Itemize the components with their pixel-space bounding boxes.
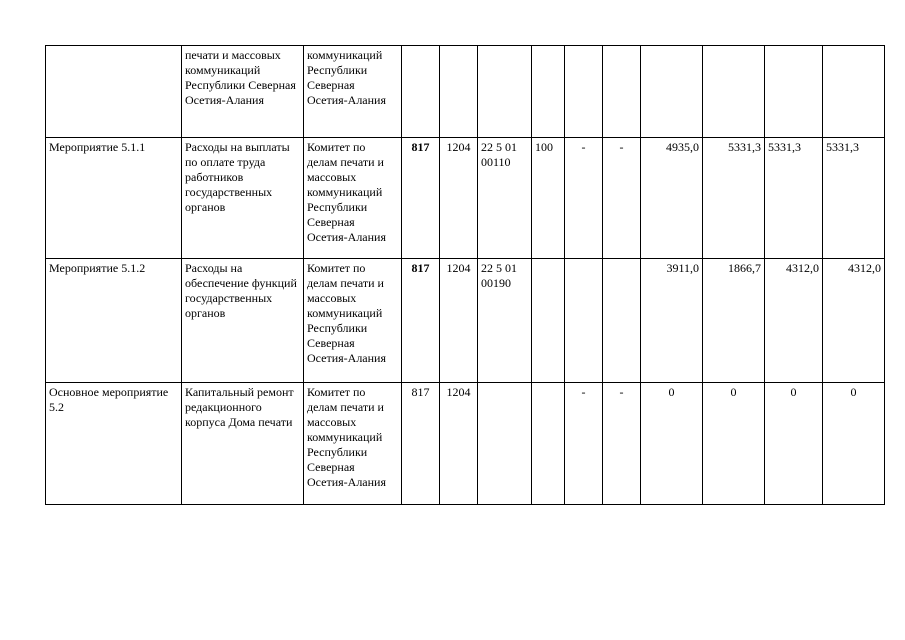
csr-cell: 22 5 01 00110 [478,138,532,259]
value4-cell: 0 [823,383,885,505]
event-name-cell [46,46,182,138]
vr-cell [532,259,565,383]
code2-cell [603,46,641,138]
value3-cell: 4312,0 [765,259,823,383]
event-name-cell: Основное мероприятие 5.2 [46,383,182,505]
code2-cell: - [603,138,641,259]
grbs-cell: 817 [402,259,440,383]
value4-cell [823,46,885,138]
csr-cell [478,46,532,138]
event-title-cell: Капитальный ремонт редакционного корпуса Дома печати [182,383,304,505]
vr-cell [532,46,565,138]
code2-cell: - [603,383,641,505]
table-row [46,138,885,259]
code1-cell: - [565,138,603,259]
rzpr-cell: 1204 [440,138,478,259]
value2-cell: 5331,3 [703,138,765,259]
vr-cell: 100 [532,138,565,259]
value2-cell: 0 [703,383,765,505]
value3-cell [765,46,823,138]
rzpr-cell: 1204 [440,259,478,383]
value3-cell: 0 [765,383,823,505]
rzpr-cell: 1204 [440,383,478,505]
value4-cell: 5331,3 [823,138,885,259]
event-title-cell: Расходы на выплаты по оплате труда работников государственных органов [182,138,304,259]
event-title-cell: Расходы на обеспечение функций государственных органов [182,259,304,383]
event-title-cell: печати и массовых коммуникаций Республики Северная Осетия-Алания [182,46,304,138]
grbs-cell: 817 [402,383,440,505]
executor-cell: Комитет по делам печати и массовых коммуникаций Республики Северная Осетия-Алания [304,138,402,259]
code1-cell [565,46,603,138]
value1-cell: 0 [641,383,703,505]
code1-cell [565,259,603,383]
value1-cell: 4935,0 [641,138,703,259]
value3-cell: 5331,3 [765,138,823,259]
table-row [46,46,885,138]
executor-cell: Комитет по делам печати и массовых коммуникаций Республики Северная Осетия-Алания [304,383,402,505]
csr-cell [478,383,532,505]
code2-cell [603,259,641,383]
csr-cell: 22 5 01 00190 [478,259,532,383]
value1-cell [641,46,703,138]
grbs-cell [402,46,440,138]
table-row [46,259,885,383]
executor-cell: Комитет по делам печати и массовых коммуникаций Республики Северная Осетия-Алания [304,259,402,383]
grbs-cell: 817 [402,138,440,259]
value1-cell: 3911,0 [641,259,703,383]
event-name-cell: Мероприятие 5.1.2 [46,259,182,383]
event-name-cell: Мероприятие 5.1.1 [46,138,182,259]
budget-table [45,45,885,505]
code1-cell: - [565,383,603,505]
executor-cell: коммуникаций Республики Северная Осетия-Алания [304,46,402,138]
value2-cell: 1866,7 [703,259,765,383]
value4-cell: 4312,0 [823,259,885,383]
vr-cell [532,383,565,505]
rzpr-cell [440,46,478,138]
value2-cell [703,46,765,138]
table-row [46,383,885,505]
